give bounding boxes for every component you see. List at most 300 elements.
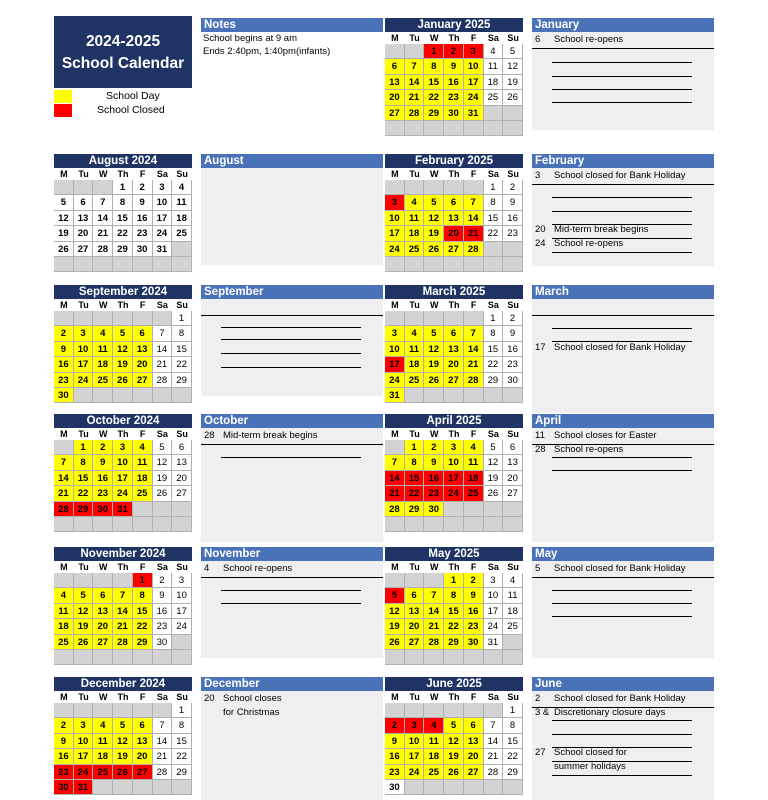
day-cell: 20	[74, 226, 94, 241]
empty-cell	[405, 121, 425, 136]
calendar-sep	[54, 285, 192, 403]
day-cell: 3	[385, 326, 405, 341]
weekday-header: Su	[172, 691, 192, 703]
day-cell: 12	[484, 455, 504, 470]
day-cell: 30	[93, 502, 113, 517]
weekday-header: Sa	[484, 168, 504, 180]
calendar-apr	[385, 414, 523, 532]
empty-cell	[444, 502, 464, 517]
day-cell: 22	[133, 619, 153, 634]
day-cell: 15	[113, 211, 133, 226]
day-cell: 20	[172, 471, 192, 486]
day-cell: 6	[133, 718, 153, 733]
day-cell: 5	[54, 195, 74, 210]
note-date: 5	[535, 563, 541, 574]
day-cell: 9	[464, 588, 484, 603]
day-cell: 18	[405, 357, 425, 372]
day-cell: 21	[405, 90, 425, 105]
weekday-header: F	[133, 168, 153, 180]
day-cell: 11	[54, 604, 74, 619]
empty-cell	[385, 121, 405, 136]
empty-cell	[503, 388, 523, 403]
weekday-header: F	[133, 691, 153, 703]
empty-cell	[444, 311, 464, 326]
month-grid	[385, 691, 523, 795]
weekday-header: W	[93, 168, 113, 180]
day-cell: 26	[74, 635, 94, 650]
weekday-header: Th	[444, 168, 464, 180]
note-rule	[552, 470, 692, 471]
weekday-header: Su	[503, 299, 523, 311]
note-rule	[532, 315, 714, 316]
weekday-header: M	[54, 428, 74, 440]
notes-month-body	[201, 691, 383, 800]
day-cell: 5	[113, 326, 133, 341]
day-cell: 23	[424, 486, 444, 501]
day-cell: 18	[405, 226, 425, 241]
day-cell: 17	[74, 749, 94, 764]
day-cell: 19	[153, 471, 173, 486]
weekday-header: Sa	[484, 561, 504, 573]
note-rule	[532, 184, 714, 185]
day-cell: 8	[503, 718, 523, 733]
weekday-header: W	[424, 691, 444, 703]
weekday-header: W	[424, 299, 444, 311]
day-cell: 2	[444, 44, 464, 59]
day-cell: 16	[54, 749, 74, 764]
day-cell: 4	[172, 180, 192, 195]
day-cell: 6	[405, 588, 425, 603]
month-title: November 2024	[54, 547, 192, 561]
notes-sep	[201, 285, 383, 396]
day-cell: 1	[484, 311, 504, 326]
day-cell: 1	[74, 440, 94, 455]
empty-cell	[484, 650, 504, 665]
day-cell: 11	[424, 734, 444, 749]
day-cell: 14	[424, 604, 444, 619]
day-cell: 29	[172, 765, 192, 780]
day-cell: 7	[113, 588, 133, 603]
empty-cell	[93, 388, 113, 403]
day-cell: 18	[172, 211, 192, 226]
calendar-dec	[54, 677, 192, 795]
empty-cell	[113, 650, 133, 665]
day-cell: 3	[385, 195, 405, 210]
empty-cell	[172, 257, 192, 272]
note-rule	[552, 102, 692, 103]
day-cell: 15	[133, 604, 153, 619]
empty-cell	[385, 703, 405, 718]
day-cell: 1	[133, 573, 153, 588]
day-cell: 5	[424, 326, 444, 341]
note-date: 3 &	[535, 706, 550, 718]
empty-cell	[153, 502, 173, 517]
legend-school-closed	[54, 104, 194, 117]
weekday-header: F	[464, 32, 484, 44]
title-years: 2024-2025	[85, 33, 161, 50]
month-title: September 2024	[54, 285, 192, 299]
day-cell: 10	[74, 734, 94, 749]
day-cell: 3	[405, 718, 425, 733]
day-cell: 18	[93, 357, 113, 372]
day-cell: 24	[405, 765, 425, 780]
calendar-jan	[385, 18, 523, 136]
day-cell: 7	[464, 195, 484, 210]
empty-cell	[484, 242, 504, 257]
empty-cell	[385, 650, 405, 665]
empty-cell	[133, 517, 153, 532]
day-cell: 14	[464, 211, 484, 226]
empty-cell	[172, 780, 192, 795]
day-cell: 29	[74, 502, 94, 517]
day-cell: 29	[444, 635, 464, 650]
empty-cell	[484, 106, 504, 121]
day-cell: 2	[153, 573, 173, 588]
day-cell: 24	[385, 242, 405, 257]
day-cell: 26	[113, 765, 133, 780]
empty-cell	[133, 780, 153, 795]
day-cell: 22	[172, 357, 192, 372]
weekday-header: M	[385, 168, 405, 180]
day-cell: 8	[172, 326, 192, 341]
notes-nov	[201, 547, 383, 658]
day-cell: 24	[153, 226, 173, 241]
day-cell: 28	[464, 242, 484, 257]
day-cell: 6	[133, 326, 153, 341]
day-cell: 9	[503, 195, 523, 210]
empty-cell	[405, 44, 425, 59]
day-cell: 19	[484, 471, 504, 486]
notes-month-body	[532, 168, 714, 266]
day-cell: 4	[93, 718, 113, 733]
note-text: School closed for Bank Holiday	[554, 693, 686, 704]
day-cell: 2	[464, 573, 484, 588]
day-cell: 29	[133, 635, 153, 650]
day-cell: 27	[93, 635, 113, 650]
day-cell: 28	[385, 502, 405, 517]
day-cell: 10	[405, 734, 425, 749]
empty-cell	[503, 517, 523, 532]
day-cell: 7	[484, 718, 504, 733]
note-date: 20	[535, 224, 546, 235]
day-cell: 20	[405, 619, 425, 634]
notes-month-heading: March	[532, 285, 714, 299]
month-grid	[385, 299, 523, 403]
day-cell: 13	[172, 455, 192, 470]
notes-month-heading: December	[201, 677, 383, 691]
day-cell: 30	[424, 502, 444, 517]
note-text: School closes for Easter	[554, 430, 657, 441]
day-cell: 9	[153, 588, 173, 603]
day-cell: 20	[133, 357, 153, 372]
day-cell: 19	[54, 226, 74, 241]
day-cell: 26	[444, 765, 464, 780]
day-cell: 8	[405, 455, 425, 470]
day-cell: 12	[444, 734, 464, 749]
empty-cell	[424, 388, 444, 403]
day-cell: 21	[153, 749, 173, 764]
day-cell: 12	[385, 604, 405, 619]
day-cell: 16	[503, 342, 523, 357]
empty-cell	[503, 257, 523, 272]
day-cell: 7	[54, 455, 74, 470]
day-cell: 9	[444, 59, 464, 74]
calendar-feb	[385, 154, 523, 272]
empty-cell	[385, 311, 405, 326]
day-cell: 27	[385, 106, 405, 121]
notes-may	[532, 547, 714, 658]
day-cell: 23	[153, 619, 173, 634]
day-cell: 10	[113, 455, 133, 470]
empty-cell	[444, 703, 464, 718]
note-rule	[552, 328, 692, 329]
day-cell: 26	[484, 486, 504, 501]
day-cell: 23	[444, 90, 464, 105]
weekday-header: Th	[444, 428, 464, 440]
empty-cell	[113, 517, 133, 532]
weekday-header: M	[385, 299, 405, 311]
empty-cell	[172, 650, 192, 665]
day-cell: 17	[113, 471, 133, 486]
empty-cell	[503, 502, 523, 517]
empty-cell	[484, 388, 504, 403]
note-rule	[552, 603, 692, 604]
weekday-header: F	[464, 168, 484, 180]
day-cell: 13	[405, 604, 425, 619]
day-cell: 2	[503, 180, 523, 195]
weekday-header: W	[424, 428, 444, 440]
day-cell: 10	[74, 342, 94, 357]
day-cell: 19	[444, 749, 464, 764]
weekday-header: M	[54, 691, 74, 703]
notes-jan	[532, 18, 714, 130]
note-date: 24	[535, 237, 546, 249]
day-cell: 15	[444, 604, 464, 619]
empty-cell	[153, 311, 173, 326]
day-cell: 12	[113, 342, 133, 357]
empty-cell	[444, 650, 464, 665]
day-cell: 20	[503, 471, 523, 486]
weekday-header: Th	[113, 691, 133, 703]
notes-aug	[201, 154, 383, 265]
empty-cell	[424, 311, 444, 326]
calendar-oct	[54, 414, 192, 532]
empty-cell	[503, 242, 523, 257]
day-cell: 6	[464, 718, 484, 733]
day-cell: 4	[405, 195, 425, 210]
day-cell: 8	[113, 195, 133, 210]
empty-cell	[424, 650, 444, 665]
calendar-jun	[385, 677, 523, 795]
month-grid	[54, 561, 192, 665]
weekday-header: Th	[113, 428, 133, 440]
weekday-header: Tu	[405, 168, 425, 180]
note-text: School re-opens	[223, 563, 293, 574]
day-cell: 29	[424, 106, 444, 121]
day-cell: 8	[444, 588, 464, 603]
day-cell: 26	[113, 373, 133, 388]
notes-jun	[532, 677, 714, 800]
weekday-header: Th	[444, 561, 464, 573]
notes-month-body	[201, 299, 383, 396]
day-cell: 21	[484, 749, 504, 764]
note-text: School closed for	[554, 747, 627, 758]
empty-cell	[464, 257, 484, 272]
notes-month-heading: April	[532, 414, 714, 428]
empty-cell	[484, 703, 504, 718]
day-cell: 23	[133, 226, 153, 241]
day-cell: 2	[503, 311, 523, 326]
empty-cell	[93, 703, 113, 718]
day-cell: 25	[503, 619, 523, 634]
day-cell: 16	[93, 471, 113, 486]
note-rule	[221, 590, 361, 591]
empty-cell	[444, 257, 464, 272]
empty-cell	[133, 388, 153, 403]
empty-cell	[424, 121, 444, 136]
day-cell: 22	[484, 357, 504, 372]
day-cell: 5	[385, 588, 405, 603]
note-rule	[552, 197, 692, 198]
empty-cell	[113, 257, 133, 272]
day-cell: 12	[424, 211, 444, 226]
empty-cell	[74, 703, 94, 718]
empty-cell	[133, 311, 153, 326]
calendar-may	[385, 547, 523, 665]
day-cell: 6	[74, 195, 94, 210]
day-cell: 6	[444, 326, 464, 341]
empty-cell	[464, 780, 484, 795]
notes-month-body	[532, 561, 714, 658]
month-grid	[385, 32, 523, 136]
weekday-header: Tu	[74, 428, 94, 440]
empty-cell	[444, 180, 464, 195]
day-cell: 3	[172, 573, 192, 588]
empty-cell	[503, 121, 523, 136]
weekday-header: F	[133, 428, 153, 440]
day-cell: 17	[385, 357, 405, 372]
day-cell: 20	[133, 749, 153, 764]
note-text: School re-opens	[554, 443, 624, 455]
weekday-header: W	[93, 561, 113, 573]
empty-cell	[464, 703, 484, 718]
empty-cell	[74, 180, 94, 195]
empty-cell	[484, 257, 504, 272]
day-cell: 22	[444, 619, 464, 634]
weekday-header: Tu	[405, 299, 425, 311]
day-cell: 2	[385, 718, 405, 733]
empty-cell	[153, 780, 173, 795]
note-date: 17	[535, 341, 546, 353]
weekday-header: M	[385, 32, 405, 44]
weekday-header: Tu	[74, 691, 94, 703]
empty-cell	[93, 517, 113, 532]
empty-cell	[113, 703, 133, 718]
day-cell: 7	[405, 59, 425, 74]
note-text: School closed for Bank Holiday	[554, 563, 686, 574]
weekday-header: Tu	[405, 691, 425, 703]
note-date: 6	[535, 34, 541, 45]
day-cell: 25	[133, 486, 153, 501]
weekday-header: F	[464, 428, 484, 440]
day-cell: 6	[444, 195, 464, 210]
month-grid	[54, 299, 192, 403]
note-line-2: Ends 2:40pm, 1:40pm(infants)	[203, 46, 331, 57]
empty-cell	[405, 780, 425, 795]
weekday-header: Su	[503, 561, 523, 573]
day-cell: 1	[484, 180, 504, 195]
day-cell: 27	[133, 373, 153, 388]
notes-month-heading: January	[532, 18, 714, 32]
note-date: 28	[204, 430, 215, 441]
day-cell: 22	[405, 486, 425, 501]
empty-cell	[464, 311, 484, 326]
day-cell: 26	[153, 486, 173, 501]
day-cell: 19	[503, 75, 523, 90]
day-cell: 27	[133, 765, 153, 780]
day-cell: 28	[464, 373, 484, 388]
day-cell: 24	[74, 765, 94, 780]
empty-cell	[133, 703, 153, 718]
empty-cell	[74, 257, 94, 272]
empty-cell	[503, 780, 523, 795]
empty-cell	[464, 121, 484, 136]
day-cell: 30	[464, 635, 484, 650]
notes-month-body	[532, 299, 714, 413]
day-cell: 18	[54, 619, 74, 634]
day-cell: 18	[93, 749, 113, 764]
empty-cell	[405, 388, 425, 403]
day-cell: 12	[113, 734, 133, 749]
weekday-header: Sa	[153, 691, 173, 703]
day-cell: 19	[74, 619, 94, 634]
empty-cell	[93, 780, 113, 795]
day-cell: 16	[444, 75, 464, 90]
weekday-header: M	[54, 299, 74, 311]
legend-school-day	[54, 90, 194, 103]
empty-cell	[54, 573, 74, 588]
empty-cell	[93, 257, 113, 272]
calendar-aug	[54, 154, 192, 272]
day-cell: 10	[464, 59, 484, 74]
note-rule	[221, 327, 361, 328]
day-cell: 8	[484, 326, 504, 341]
month-title: August 2024	[54, 154, 192, 168]
day-cell: 26	[424, 373, 444, 388]
empty-cell	[503, 106, 523, 121]
empty-cell	[405, 257, 425, 272]
note-date: 28	[535, 443, 546, 455]
empty-cell	[172, 242, 192, 257]
day-cell: 10	[172, 588, 192, 603]
empty-cell	[153, 517, 173, 532]
day-cell: 4	[503, 573, 523, 588]
notes-month-body	[201, 561, 383, 658]
weekday-header: Th	[113, 561, 133, 573]
day-cell: 10	[385, 342, 405, 357]
day-cell: 21	[113, 619, 133, 634]
empty-cell	[74, 517, 94, 532]
empty-cell	[385, 440, 405, 455]
empty-cell	[424, 703, 444, 718]
day-cell: 13	[74, 211, 94, 226]
note-line-1: School begins at 9 am	[203, 33, 298, 44]
notes-oct	[201, 414, 383, 542]
weekday-header: M	[385, 428, 405, 440]
school-closed-swatch	[54, 104, 72, 117]
weekday-header: F	[133, 299, 153, 311]
weekday-header: W	[93, 299, 113, 311]
